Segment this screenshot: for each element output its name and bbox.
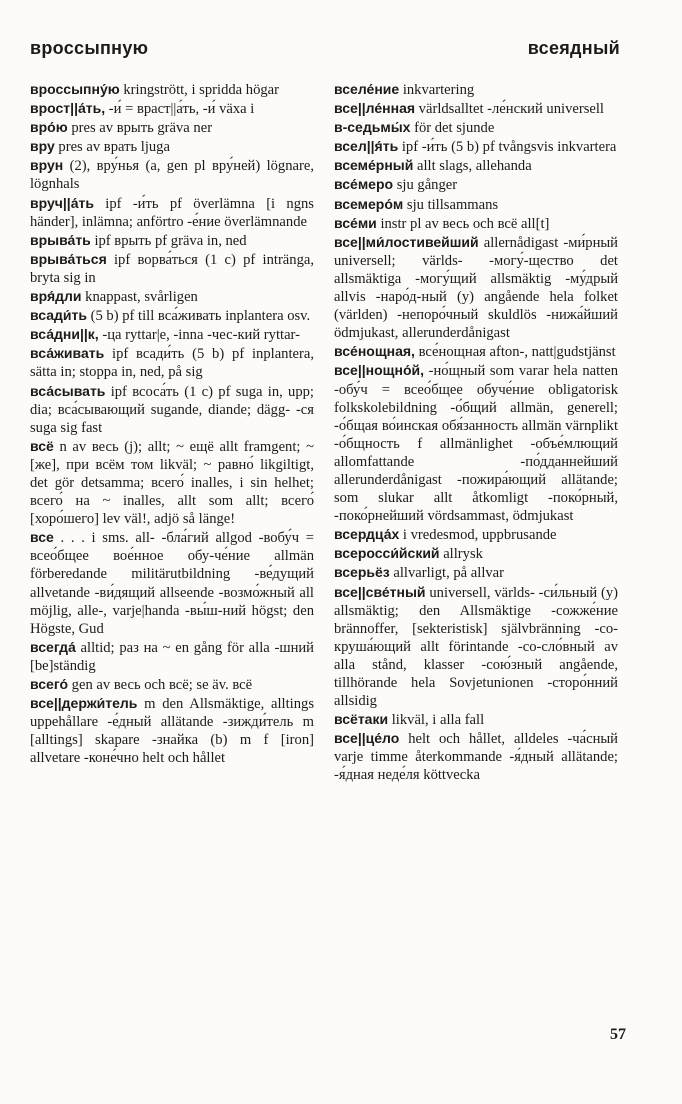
entry-headword: все́ми xyxy=(334,214,377,231)
dictionary-entry: все́нощная, все́нощная afton-, natt|gudstjänst xyxy=(334,343,616,361)
dictionary-entry: вря́дли knappast, svårligen xyxy=(30,288,198,306)
dictionary-entry: всемеро́м sju tillsammans xyxy=(334,195,499,213)
dictionary-entry: в-седьмы́х för det sjunde xyxy=(334,119,495,137)
dictionary-entry: всего́ gen av весь och всё; se äv. всё xyxy=(30,676,253,693)
entry-headword: врост||а́ть, xyxy=(30,100,106,117)
dictionary-entry: вроссыпну́ю kringstrött, i spridda högar xyxy=(30,81,280,98)
entry-headword: вселе́ние xyxy=(334,81,400,97)
dictionary-entry: всеросси́йский allrysk xyxy=(334,545,483,563)
entry-headword: всётаки xyxy=(334,711,389,728)
entry-headword: все||ми́лостивейший xyxy=(334,233,479,250)
entry-headword: врыва́ть xyxy=(30,231,91,248)
entry-headword: в-седьмы́х xyxy=(334,119,411,136)
dictionary-entry: врыва́ться ipf ворва́ться (1 c) pf intränga, bryta sig in xyxy=(30,250,314,286)
dictionary-entry: всётаки likväl, i alla fall xyxy=(334,711,485,729)
dictionary-entry: вса́сывать ipf всоса́ть (1 c) pf suga in, upp; dia; вса́сывающий sugande, diande; dägg- -ся suga sig fast xyxy=(30,382,314,436)
entry-headword: все xyxy=(30,529,54,546)
entry-headword: все||нощно́й, xyxy=(334,362,424,379)
entry-headword: всё xyxy=(30,437,54,454)
dictionary-entry: врун (2), вру́нья (a, gen pl вру́ней) lögnare, lögnhals xyxy=(30,157,314,193)
dictionary-entry: всё n av весь (j); allt; ~ ещё allt framgent; ~ [же], при всём том likväl; ~ равно́ likgiltigt, det gör detsamma; всего́ inalles, i sin helhet; всего́ на ~ inalles, allt som allt; всего́ [хоро́шего] lev väl!, adjö så länge! xyxy=(30,437,314,528)
running-head-left: вроссыпную xyxy=(30,38,149,58)
entry-headword: вса́живать xyxy=(30,345,105,362)
dictionary-entry: вру pres av врать ljuga xyxy=(30,138,170,156)
page-number: 57 xyxy=(610,1026,626,1043)
entry-headword: всади́ть xyxy=(30,307,87,324)
entry-headword: все||ле́нная xyxy=(334,100,416,117)
dictionary-entry: всеме́рный allt slags, allehanda xyxy=(334,157,532,175)
dictionary-entry: всел||я́ть ipf -и́ть (5 b) pf tvångsvis inkvartera xyxy=(334,138,617,156)
entry-headword: всеме́рный xyxy=(334,157,414,174)
dictionary-entry: все||ле́нная världsalltet -ле́нский universell xyxy=(334,100,604,118)
dictionary-entry: все́меро sju gånger xyxy=(334,176,458,194)
running-head xyxy=(30,38,620,64)
entry-headword: всерьёз xyxy=(334,564,390,581)
entry-headword: все||держи́тель xyxy=(30,695,138,712)
entry-headword: все́меро xyxy=(334,176,394,193)
dictionary-entry: всади́ть (5 b) pf till вса́живать inplantera osv. xyxy=(30,307,311,325)
left-column xyxy=(30,80,314,767)
dictionary-entry: все́ми instr pl av весь och всё all[t] xyxy=(334,214,550,232)
dictionary-entry: все||держи́тель m den Allsmäktige, alltings uppehållare -е́дный allätande -зижди́тель m [alltings] skapare -знайка (b) m f [iron] allvetare -коне́чно helt och hållet xyxy=(30,695,314,767)
dictionary-entry: вса́живать ipf всади́ть (5 b) pf inplantera, sätta in; stoppa in, ned, på sig xyxy=(30,345,314,381)
entry-headword: все́нощная, xyxy=(334,343,415,360)
entry-headword: вроссыпну́ю xyxy=(30,81,120,97)
entry-headword: вро́ю xyxy=(30,119,68,136)
dictionary-entry: врост||а́ть, -и́ = враст||а́ть, -и́ växa i xyxy=(30,100,255,118)
entry-headword: врун xyxy=(30,157,64,174)
entry-headword: всего́ xyxy=(30,676,69,692)
entry-headword: вса́дни||к, xyxy=(30,326,99,343)
dictionary-entry: вса́дни||к, -ца ryttar|e, -inna -чес-кий ryttar- xyxy=(30,326,300,344)
dictionary-entry: всерьёз allvarligt, på allvar xyxy=(334,564,505,582)
entry-headword: всел||я́ть xyxy=(334,138,399,155)
running-head-right: всеядный xyxy=(527,38,620,58)
entry-headword: всемеро́м xyxy=(334,195,404,212)
dictionary-entry: вселе́ние inkvartering xyxy=(334,81,475,98)
dictionary-entry: всердца́х i vredesmod, uppbrusande xyxy=(334,526,557,544)
right-column xyxy=(334,80,618,785)
entry-headword: все||це́ло xyxy=(334,730,400,747)
entry-headword: вру xyxy=(30,138,55,155)
entry-headword: вса́сывать xyxy=(30,382,106,399)
dictionary-entry: вро́ю pres av врыть gräva ner xyxy=(30,119,213,137)
entry-headword: вря́дли xyxy=(30,288,82,305)
entry-headword: всердца́х xyxy=(334,526,400,543)
dictionary-entry: все||це́ло helt och hållet, alldeles -ча́сный varje timme återkommande -я́дный allätande; -я́дная неде́ля köttvecka xyxy=(334,730,618,784)
dictionary-entry: всегда́ alltid; раз на ~ en gång för alla -шний [be]ständig xyxy=(30,638,314,674)
entry-headword: всеросси́йский xyxy=(334,545,440,562)
dictionary-entry: все||све́тный universell, världs- -си́льный (y) allsmäktig; den Allsmäktige -сожже́ние brännoffer, [sekteristisk] självbränning -со-круша́ющий allt förintande -со-сло́вный av alla stånd, klasser -сою́зный angående, tillhörande hela Sovjetunionen -сторо́нний allsidig xyxy=(334,583,618,710)
dictionary-entry: все . . . i sms. all- -бла́гий allgod -вобу́ч = всео́бщее вое́нное обу-че́ние allmän förberedande militärutbildning -ве́дущий allvetande -ви́дящий allseende -возмо́жный all möjlig, alle-, varje|handa -вы́ш-ний högst; den Högste, Gud xyxy=(30,529,314,637)
dictionary-entry: все||нощно́й, -но́щный som varar hela natten -обу́ч = всео́бщее обуче́ние obligatorisk folkskolebildning -о́бщий allmän, generell; -о́бщая во́инская обя́занность allmän värnplikt -о́бщность f allmänlighet -объе́млющий allomfattande -по́дданнейший allerunderdånigast -пожира́ющий allätande; som slukar allt åtkomligt -поко́рный, -поко́рнейший vördsammast, ödmjukast xyxy=(334,362,618,525)
dictionary-entry: вруч||а́ть ipf -и́ть pf överlämna [i ngns händer], inlämna; anförtro -е́ние överlämnande xyxy=(30,194,314,230)
entry-headword: вруч||а́ть xyxy=(30,194,94,211)
entry-headword: врыва́ться xyxy=(30,250,107,267)
entry-headword: все||све́тный xyxy=(334,583,426,600)
dictionary-entry: врыва́ть ipf врыть pf gräva in, ned xyxy=(30,231,247,249)
dictionary-entry: все||ми́лостивейший allernådigast -ми́рный universell; världs- -могу́-щество det allsmäktiga -могу́щий allsmäktig -му́дрый allvis -наро́д-ный (y) angående hela folket (världen) -непоро́чный skuldlös -нижа́йший ödmjukast, allerunderdånigast xyxy=(334,233,618,342)
entry-headword: всегда́ xyxy=(30,638,76,655)
